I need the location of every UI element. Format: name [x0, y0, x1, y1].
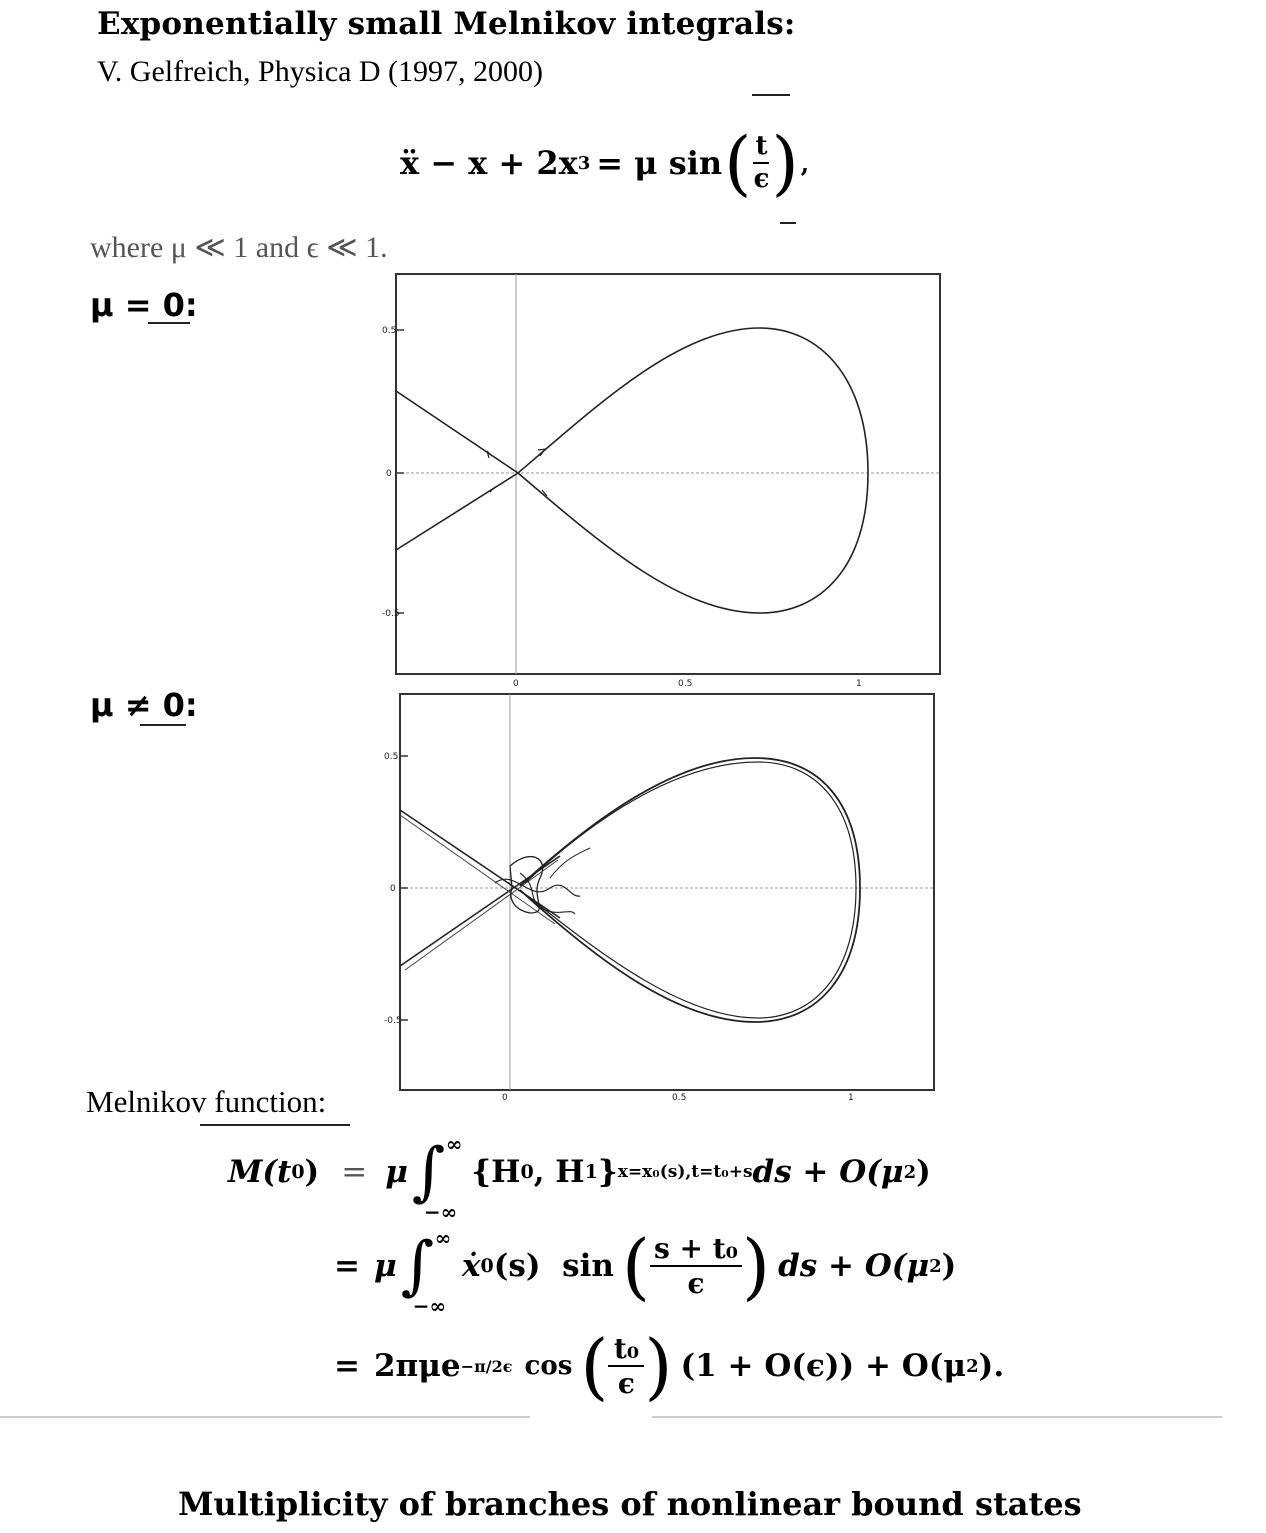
lower-limit: −∞ [423, 1200, 458, 1224]
integral-sign: ∫ ∞ −∞ [411, 1132, 463, 1224]
homoclinic-loop [518, 328, 868, 613]
subscript: 0 [291, 1161, 305, 1183]
y-tick-label: 0.5 [382, 326, 397, 336]
poisson-bracket: {H [471, 1154, 521, 1190]
separatrix-branches [400, 815, 558, 970]
label-underline [140, 724, 186, 726]
equation-rhs: = μ sin [596, 144, 723, 182]
mu-symbol: μ [373, 1248, 397, 1284]
velocity-term: ẋ [462, 1248, 481, 1284]
label-underline [200, 1124, 350, 1126]
main-equation [400, 122, 810, 204]
paren-close: ) [941, 1248, 957, 1284]
fraction-numerator: t [755, 130, 768, 161]
page-title: Exponentially small Melnikov integrals: [97, 6, 796, 42]
phase-portrait-mu-zero [380, 268, 950, 688]
melnikov-lhs: M(t [228, 1154, 292, 1190]
subscript: 0 [520, 1161, 534, 1183]
x-tick-label: 0.5 [672, 1093, 687, 1103]
integral-sign: ∫ ∞ −∞ [400, 1226, 452, 1318]
phase-fraction [650, 1231, 742, 1300]
melnikov-label: Melnikov function: [86, 1084, 327, 1119]
paren-close: ) [916, 1154, 931, 1190]
decorative-rule [752, 94, 790, 96]
decorative-rule [780, 222, 796, 224]
fraction-denominator: ϵ [687, 1267, 705, 1300]
mu-symbol: μ [385, 1154, 408, 1190]
next-section-title: Multiplicity of branches of nonlinear bound states [178, 1485, 1082, 1523]
label-underline [148, 322, 190, 324]
unstable-manifold [520, 758, 860, 1022]
right-paren: ) [771, 122, 799, 204]
stable-manifold [525, 762, 856, 1018]
left-paren: ( [580, 1324, 609, 1408]
plot-frame [400, 694, 934, 1090]
melnikov-equation-row-1 [228, 1132, 931, 1224]
equation-cube: 3 [577, 152, 591, 174]
fraction-denominator: ϵ [617, 1367, 635, 1400]
homoclinic-tangle [550, 848, 590, 878]
subscript: 0 [480, 1255, 494, 1277]
x-tick-label: 0.5 [678, 679, 693, 688]
fraction-denominator: ϵ [753, 164, 770, 194]
y-tick-label: -0.5 [382, 609, 400, 619]
bracket-comma: , H [533, 1154, 585, 1190]
evaluation-condition: x=x₀(s),t=t₀+s [617, 1162, 753, 1182]
bracket-close: } [597, 1154, 618, 1190]
horizontal-separator [0, 1416, 530, 1418]
superscript: 2 [966, 1355, 979, 1377]
exponential-prefactor: 2πμe [373, 1348, 461, 1384]
subscript: 1 [584, 1161, 598, 1183]
melnikov-equation-row-2 [334, 1224, 957, 1318]
y-tick-label: 0 [386, 469, 392, 479]
exponent: −π/2ϵ [460, 1356, 513, 1376]
sine-term: (s) sin [493, 1248, 614, 1284]
superscript: 2 [929, 1255, 942, 1277]
separatrix-branches [396, 391, 518, 550]
mu-nonzero-label: μ ≠ 0: [90, 686, 198, 724]
equals-sign: = [341, 1154, 368, 1190]
equation-lhs: ẍ − x + 2x [400, 144, 578, 182]
phase-portrait-mu-nonzero [380, 688, 950, 1108]
y-tick-label: 0.5 [384, 752, 399, 762]
fraction-numerator: s + t₀ [654, 1231, 738, 1265]
x-tick-label: 1 [848, 1093, 854, 1103]
superscript: 2 [903, 1161, 917, 1183]
cosine-term: cos [524, 1351, 573, 1381]
paren-close: ) [304, 1154, 320, 1190]
equals-sign: = [334, 1248, 360, 1284]
mu-zero-label: μ = 0: [90, 286, 198, 324]
x-tick-label: 0 [513, 679, 519, 688]
y-tick-label: 0 [390, 884, 396, 894]
x-tick-label: 0 [502, 1093, 508, 1103]
horizontal-separator [652, 1416, 1222, 1418]
upper-limit: ∞ [434, 1226, 452, 1250]
x-tick-label: 1 [856, 679, 862, 688]
paren-close: ). [978, 1348, 1005, 1384]
equals-sign: = [334, 1348, 360, 1384]
citation: V. Gelfreich, Physica D (1997, 2000) [97, 55, 544, 88]
condition-text: where μ ≪ 1 and ϵ ≪ 1. [90, 231, 388, 264]
right-paren: ) [644, 1324, 673, 1408]
y-tick-label: -0.5 [384, 1016, 402, 1026]
correction-terms: (1 + O(ϵ)) + O(μ [680, 1348, 967, 1384]
fraction-numerator: t₀ [613, 1331, 640, 1365]
upper-limit: ∞ [445, 1132, 463, 1156]
differential: ds + O(μ [752, 1154, 904, 1190]
equation-fraction [753, 130, 770, 194]
equation-comma: , [800, 148, 810, 178]
plot-frame [396, 274, 940, 674]
phase-fraction [608, 1331, 644, 1400]
left-paren: ( [621, 1224, 650, 1308]
lower-limit: −∞ [412, 1294, 447, 1318]
melnikov-equation-row-3 [334, 1324, 1005, 1408]
left-paren: ( [724, 122, 752, 204]
differential: ds + O(μ [778, 1248, 930, 1284]
right-paren: ) [741, 1224, 771, 1308]
